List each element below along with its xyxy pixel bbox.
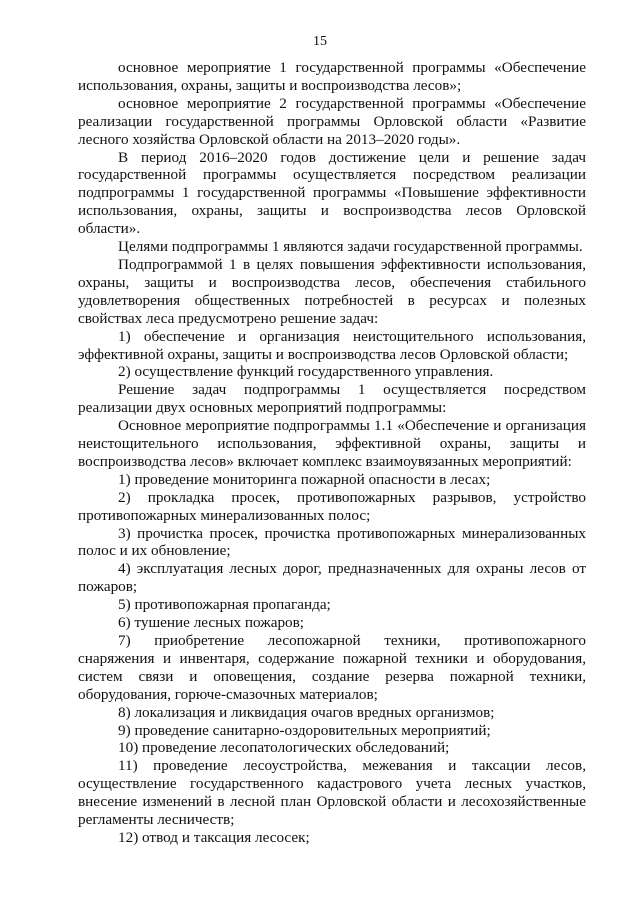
paragraph: 2) осуществление функций государственного управления. <box>118 363 494 381</box>
paragraph: В период 2016–2020 годов достижение цели и решение задач государственной программы осуществляется посредством реализации подпрограммы 1 государственной программы «Повышение эффективности использования, охраны, защиты и воспроизводства лесов Орловской области». <box>78 148 586 238</box>
document-body <box>78 59 586 847</box>
list-item: 2) прокладка просек, противопожарных разрывов, устройство противопожарных минерализованных полос; <box>78 488 586 524</box>
list-item: 12) отвод и таксация лесосек; <box>118 828 310 846</box>
list-item: 3) прочистка просек, прочистка противопожарных минерализованных полос и их обновление; <box>78 524 586 560</box>
list-item: 6) тушение лесных пожаров; <box>118 614 305 632</box>
paragraph: 1) обеспечение и организация неистощительного использования, эффективной охраны, защиты и воспроизводства лесов Орловской области; <box>78 327 586 363</box>
paragraph: Подпрограммой 1 в целях повышения эффективности использования, охраны, защиты и воспроизводства лесов, обеспечения стабильного удовлетворения общественных потребностей в ресурсах и полезных свойствах леса предусмотрено решение задач: <box>78 255 586 327</box>
page-number: 15 <box>313 34 327 49</box>
paragraph: Решение задач подпрограммы 1 осуществляется посредством реализации двух основных мероприятий подпрограммы: <box>78 381 586 417</box>
list-item: 1) проведение мониторинга пожарной опасности в лесах; <box>118 470 491 488</box>
paragraph: основное мероприятие 1 государственной программы «Обеспечение использования, охраны, защиты и воспроизводства лесов»; <box>78 59 586 94</box>
paragraph: основное мероприятие 2 государственной программы «Обеспечение реализации государственной программы Орловской области «Развитие лесного хозяйства Орловской области на 2013–2020 годы». <box>78 94 586 148</box>
paragraph: Целями подпрограммы 1 являются задачи государственной программы. <box>118 238 583 256</box>
list-item: 7) приобретение лесопожарной техники, противопожарного снаряжения и инвентаря, содержание пожарной техники и оборудования, систем связи и оповещения, создание резерва пожарной техники, оборудования, горюче-смазочных материалов; <box>78 632 586 703</box>
list-item: 9) проведение санитарно-оздоровительных мероприятий; <box>118 721 491 739</box>
list-item: 10) проведение лесопатологических обследований; <box>118 739 450 757</box>
paragraph: Основное мероприятие подпрограммы 1.1 «Обеспечение и организация неистощительного использования, эффективной охраны, защиты и воспроизводства лесов» включает комплекс взаимоувязанных мероприятий: <box>78 417 586 470</box>
list-item: 8) локализация и ликвидация очагов вредных организмов; <box>118 703 495 721</box>
list-item: 11) проведение лесоустройства, межевания и таксации лесов, осуществление государственного кадастрового учета лесных участков, внесение изменений в лесной план Орловской области и лесохозяйственные регламенты лесничеств; <box>78 757 586 829</box>
list-item: 4) эксплуатация лесных дорог, предназначенных для охраны лесов от пожаров; <box>78 560 586 596</box>
list-item: 5) противопожарная пропаганда; <box>118 596 331 614</box>
